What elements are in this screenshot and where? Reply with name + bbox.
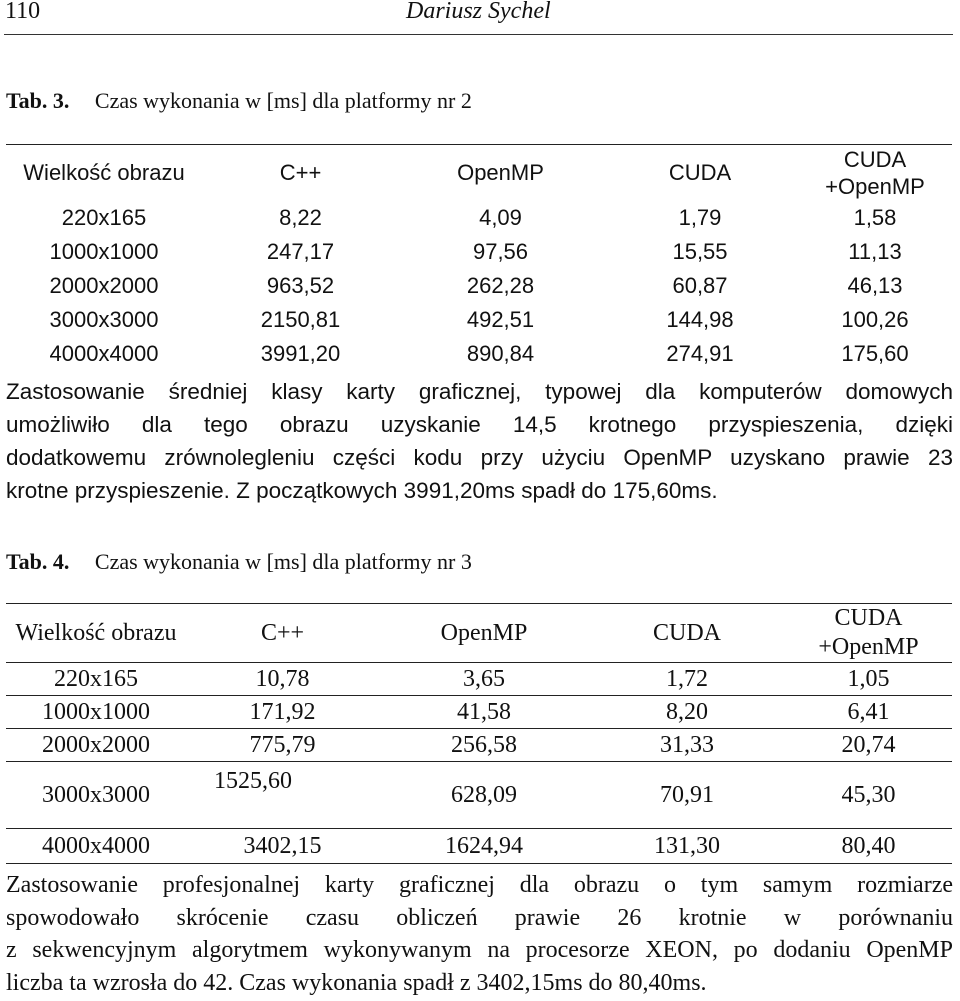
table-cell: 4,09 [479, 204, 522, 230]
table3-header-cpp: C++ [202, 145, 399, 201]
table-cell: 2000x2000 [6, 729, 186, 762]
table-cell: 220x165 [6, 663, 186, 696]
table4-caption-text: Czas wykonania w [ms] dla platformy nr 3 [94, 549, 472, 574]
table-cell: 2000x2000 [49, 272, 159, 298]
table3-header-cuda: CUDA [602, 145, 798, 201]
paragraph-line: Zastosowanie średniej klasy karty graficznej, typowej dla komputerów domowych [6, 379, 953, 404]
table-cell: 3000x3000 [49, 306, 159, 332]
table-cell: 3402,15 [186, 829, 379, 864]
table-cell: 1,79 [678, 204, 722, 230]
paragraph-2 [6, 869, 953, 999]
table-cell: 15,55 [672, 238, 728, 264]
table3-header-size: Wielkość obrazu [6, 145, 202, 201]
table-row [6, 303, 952, 337]
table-cell: 1000x1000 [49, 238, 159, 264]
table-cell: 6,41 [785, 696, 952, 729]
table-cell: 220x165 [61, 204, 147, 230]
page-number: 110 [5, 0, 41, 24]
table-cell: 70,91 [589, 762, 785, 829]
table4-label: Tab. 4. [6, 549, 70, 574]
table-cell: 45,30 [785, 762, 952, 829]
table-cell: 175,60 [841, 340, 909, 366]
table-cell: 3,65 [379, 663, 589, 696]
table-cell: 4000x4000 [6, 829, 186, 864]
table3-caption-text: Czas wykonania w [ms] dla platformy nr 2 [94, 88, 472, 113]
table-cell: 963,52 [266, 272, 335, 298]
table-cell: 247,17 [266, 238, 335, 264]
table-cell: 492,51 [466, 306, 535, 332]
table4-header-size: Wielkość obrazu [6, 604, 186, 663]
table-row [6, 829, 952, 864]
table-cell: 1,05 [785, 663, 952, 696]
paragraph-line: dodatkowemu zrównoleglеniu części kodu przy użyciu OpenMP uzyskano prawie 23 [6, 445, 953, 470]
table-cell: 144,98 [666, 306, 734, 332]
table3 [6, 144, 952, 371]
table-cell: 1000x1000 [6, 696, 186, 729]
table-cell: 3000x3000 [6, 762, 186, 829]
author-name: Dariusz Sychel [406, 0, 551, 24]
table-row [6, 269, 952, 303]
table4-header-cuda: CUDA [589, 604, 785, 663]
table-cell: 60,87 [672, 272, 728, 298]
table-row [6, 729, 952, 762]
table4-header-cpp: C++ [186, 604, 379, 663]
paragraph-line: krotne przyspieszenie. Z początkowych 3991,20ms spadł do 175,60ms. [6, 478, 718, 503]
table3-header-openmp: OpenMP [399, 145, 602, 201]
table-cell: 80,40 [785, 829, 952, 864]
table4-caption [6, 549, 472, 575]
table4-header-openmp: OpenMP [379, 604, 589, 663]
table-cell: 31,33 [589, 729, 785, 762]
table-cell: 8,22 [279, 204, 322, 230]
table-row [6, 201, 952, 235]
paragraph-1 [6, 375, 953, 507]
paragraph-line: liczba ta wzrosła do 42. Czas wykonania spadł z 3402,15ms do 80,40ms. [6, 969, 707, 996]
paragraph-line: umożliwiło dla tego obrazu uzyskanie 14,5 krotnego przyspieszenia, dzięki [6, 412, 953, 437]
table-cell: 46,13 [847, 272, 903, 298]
header-rule [4, 34, 953, 35]
table3-header-row [6, 145, 952, 201]
table-cell: 628,09 [379, 762, 589, 829]
table-cell: 1525,60 [186, 762, 379, 829]
table-row [6, 762, 952, 829]
table-cell: 8,20 [589, 696, 785, 729]
table-cell: 890,84 [466, 340, 535, 366]
table-cell: 97,56 [472, 238, 529, 264]
table-cell: 3991,20 [260, 340, 341, 366]
paragraph-line: z sekwencyjnym algorytmem wykonywanym na procesorze XEON, po dodaniu OpenMP [6, 937, 953, 963]
table-row [6, 663, 952, 696]
table-cell: 4000x4000 [49, 340, 159, 366]
table-cell: 20,74 [785, 729, 952, 762]
table-cell: 274,91 [666, 340, 734, 366]
table-cell: 100,26 [841, 306, 909, 332]
table-cell: 171,92 [186, 696, 379, 729]
table-cell: 10,78 [186, 663, 379, 696]
table-row [6, 337, 952, 371]
table4-header-cuda-openmp: CUDA +OpenMP [785, 604, 952, 663]
table-cell: 2150,81 [260, 306, 341, 332]
table-row [6, 696, 952, 729]
paragraph-line: Zastosowanie profesjonalnej karty graficznej dla obrazu o tym samym rozmiarze [6, 872, 953, 898]
paragraph-line: spowodowało skrócenie czasu obliczeń prawie 26 krotnie w porównaniu [6, 904, 953, 931]
table-cell: 131,30 [589, 829, 785, 864]
table3-label: Tab. 3. [6, 88, 70, 113]
table-cell: 11,13 [848, 238, 902, 264]
table-cell: 1624,94 [379, 829, 589, 864]
table3-header-cuda-openmp: CUDA +OpenMP [798, 145, 952, 201]
table-cell: 41,58 [379, 696, 589, 729]
table3-caption [6, 88, 472, 114]
table-row [6, 235, 952, 269]
table-cell: 775,79 [186, 729, 379, 762]
table-cell: 1,58 [853, 204, 897, 230]
table4 [6, 603, 952, 864]
table-cell: 256,58 [379, 729, 589, 762]
table4-header-row [6, 604, 952, 663]
table-cell: 1,72 [589, 663, 785, 696]
table-cell: 262,28 [466, 272, 535, 298]
